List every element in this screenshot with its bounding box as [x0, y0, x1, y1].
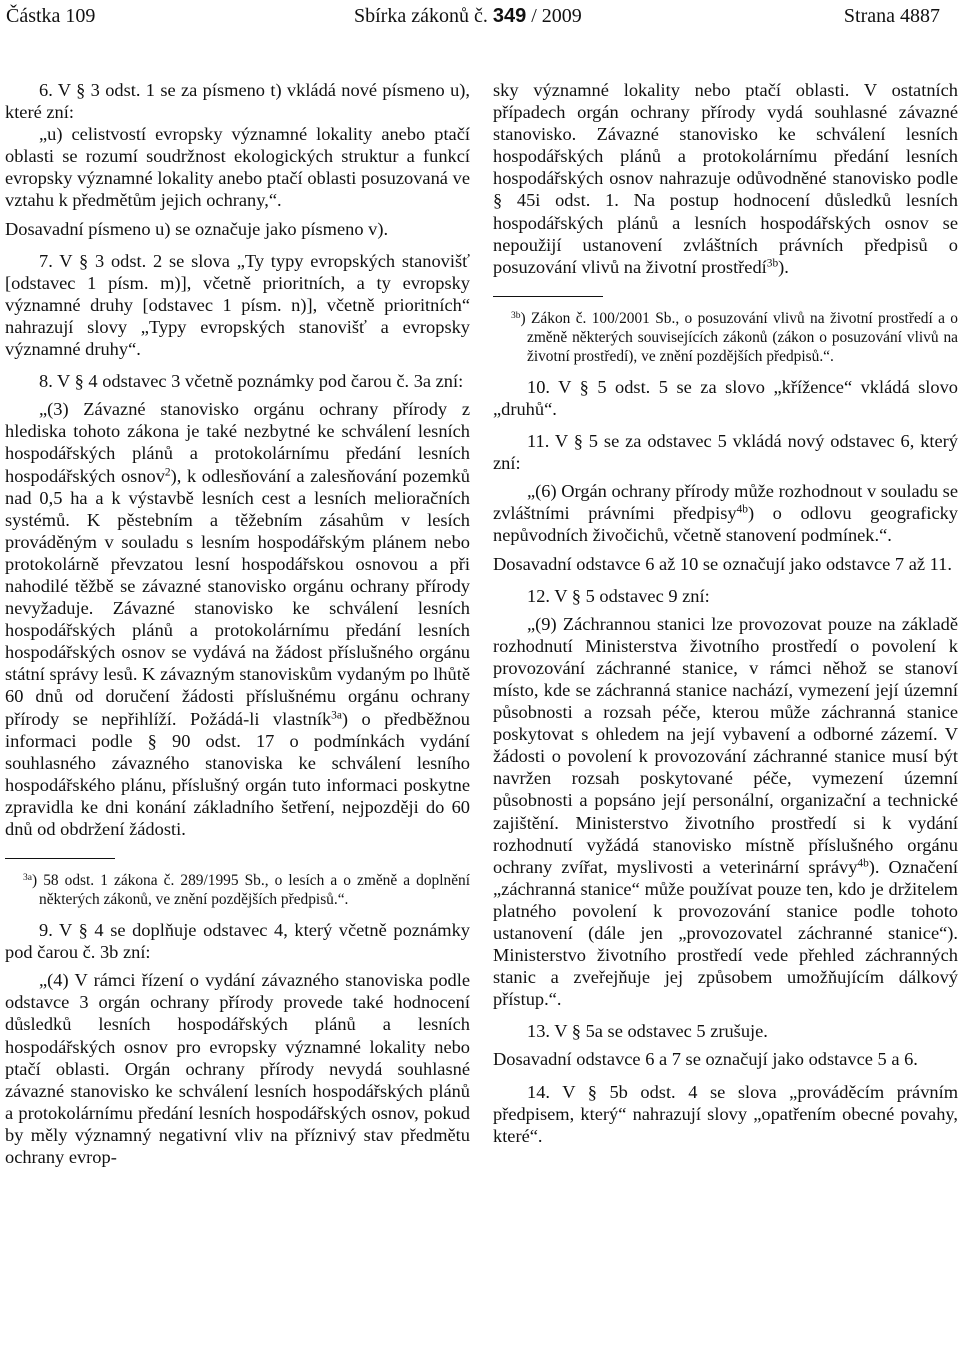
paragraph: 8. V § 4 odstavec 3 včetně poznámky pod čarou č. 3a zní:	[39, 371, 464, 392]
footnote-mark: 3a	[23, 871, 32, 883]
paragraph	[493, 480, 958, 546]
collection-title	[354, 4, 582, 28]
paragraph: 10. V § 5 odst. 5 se za slovo „křížence“ vkládá slovo „druhů“.	[493, 376, 958, 419]
paragraph: 11. V § 5 se za odstavec 5 vkládá nový odstavec 6, který zní:	[493, 431, 958, 474]
footnote-mark: 3b	[511, 309, 521, 321]
paragraph: Dosavadní odstavce 6 až 10 se označují jako odstavce 7 až 11.	[493, 553, 952, 574]
collection-prefix: Sbírka zákonů č.	[354, 5, 488, 27]
footnote-divider	[493, 296, 603, 297]
footnote-ref: 3a	[331, 709, 342, 722]
paragraph-text: „(3) Závazné stanovisko orgánu ochrany přírody z hlediska tohoto zákona je také nezbytné ke schválení lesních hospodářských plánů a protokolárnímu předání lesních hospodářských osnov	[5, 399, 470, 486]
page-number: Strana 4887	[843, 5, 940, 27]
issue-number: Částka 109	[6, 5, 96, 27]
paragraph	[493, 613, 958, 1011]
paragraph-text: ). Označení „záchranná stanice“ může používat pouze ten, kdo je držitelem platného povolení k provozování stanice podle tohoto ustanovení (dále jen „provozovatel záchranné stanice“). Ministerstvo životního prostředí vede přehled záchranných stanic a zveřejňuje jej způsobem umožňujícím dálkový přístup.“.	[493, 856, 958, 1010]
paragraph: 6. V § 3 odst. 1 se za písmeno t) vkládá nové písmeno u), které zní:	[5, 80, 470, 123]
paragraph-text: ).	[778, 256, 789, 277]
footnote-ref: 4b	[736, 504, 748, 517]
paragraph-text: sky významné lokality nebo ptačí oblasti. V ostatních případech orgán ochrany přírody vydá souhlasné závazné stanovisko. Závazné stanovisko ke schválení lesních hospodářských plánů a protokolárnímu předání lesních hospodářských osnov nahrazuje odůvodněné stanovisko podle § 45i odst. 1. Na postup hodnocení důsledků lesních hospodářských plánů a lesních hospodářských osnov se nepoužijí ustanovení zvláštních právních předpisů o posuzování vlivů na životní prostředí	[493, 80, 958, 277]
paragraph	[493, 79, 958, 278]
paragraph: 12. V § 5 odstavec 9 zní:	[527, 585, 710, 606]
footnote	[5, 871, 470, 909]
paragraph: 13. V § 5a se odstavec 5 zrušuje.	[527, 1021, 768, 1042]
paragraph: Dosavadní písmeno u) se označuje jako písmeno v).	[5, 218, 389, 239]
paragraph: 7. V § 3 odst. 2 se slova „Ty typy evropských stanovišť [odstavec 1 písm. m)], včetně prioritních, a ty evropsky významné druhy [odstavec 1 písm. n)], včetně prioritních“ nahrazují slovy „Typy evropských stanovišť a evropsky významné druhy“.	[5, 250, 470, 360]
paragraph-text: ) o předběžnou informaci podle § 90 odst. 17 o podmínkách vydání souhlasného závazného stanoviska ke schválení lesního hospodářského plánu, příslušný orgán tuto informaci poskytne zpravidla ke dni konání základního šetření, nejpozději do 60 dnů od obdržení žádosti.	[5, 708, 470, 839]
paragraph: 14. V § 5b odst. 4 se slova „prováděcím právním předpisem, který“ nahrazují slovy „opatřením obecné povahy, které“.	[493, 1081, 958, 1146]
footnote-text: ) Zákon č. 100/2001 Sb., o posuzování vlivů na životní prostředí a o změně některých souvisejících zákonů (zákon o posuzování vlivů na životní prostředí), ve znění pozdějších předpisů.“.	[520, 309, 958, 365]
page-header	[0, 0, 960, 36]
footnote-ref: 4b	[857, 857, 869, 870]
right-column	[493, 79, 958, 1147]
law-number: 349	[492, 5, 527, 27]
footnote-text: ) 58 odst. 1 zákona č. 289/1995 Sb., o lesích a o změně a doplnění některých zákonů, ve znění pozdějších předpisů.“.	[32, 872, 470, 909]
paragraph: Dosavadní odstavce 6 a 7 se označují jako odstavce 5 a 6.	[493, 1049, 918, 1070]
paragraph: 9. V § 4 se doplňuje odstavec 4, který včetně poznámky pod čarou č. 3b zní:	[5, 920, 470, 963]
footnote-ref: 2	[164, 466, 171, 479]
paragraph	[5, 398, 470, 840]
footnote	[493, 309, 958, 366]
collection-year: / 2009	[531, 5, 582, 27]
footnote-ref: 3b	[766, 257, 779, 270]
paragraph-text: „(6) Orgán ochrany přírody může rozhodnout v souladu se zvláštními právními předpisy	[493, 481, 958, 524]
left-column	[5, 79, 470, 1168]
footnote-divider	[5, 858, 115, 859]
paragraph: „(4) V rámci řízení o vydání závazného stanoviska podle odstavce 3 orgán ochrany přírody provede také hodnocení důsledků lesních hospodářských plánů a lesních hospodářských osnov pro evropsky významné lokality nebo ptačí oblasti. Orgán ochrany přírody nevydá souhlasné závazné stanovisko ke schválení lesních hospodářských plánů a protokolárnímu předání lesních hospodářských osnov, pokud by měly významný negativní vliv na příznivý stav předmětu ochrany evrop-	[5, 970, 470, 1168]
paragraph-text: ), k odlesňování a zalesňování pozemků nad 0,5 ha a k výstavbě lesních cest a lesních melioračních systémů. K pěstebním a těžebním zásahům v lesích prováděným v souladu s lesním hospodářským plánem nebo protokolárně převzatou lesní hospodářskou osnovou a při nahodilé těžbě se závazné stanovisko orgánu ochrany přírody nevyžaduje. Závazné stanovisko ke schválení lesních hospodářských plánů a protokolárnímu předání lesních hospodářských osnov se vydává na žádost příslušného orgánu státní správy lesů. K závazným stanoviskům vydaným po lhůtě 60 dnů od doručení žádosti příslušnému orgánu ochrany přírody se nepřihlíží. Požádá-li vlastník	[5, 465, 470, 729]
paragraph-text: ) o odlovu geograficky nepůvodních živočichů, včetně stanovení podmínek.“.	[493, 503, 958, 546]
paragraph-text: „(9) Záchrannou stanici lze provozovat pouze na základě rozhodnutí Ministerstva životního prostředí o povolení k provozování záchranné stanice, v rámci něhož se stanoví místo, kde se záchranná stanice nachází, vymezení její územní působnosti a rozsah péče, kterou může záchranná stanice poskytovat s ohledem na její vybavení a odborné zázemí. V žádosti o povolení k provozování záchranné stanice musí být navržen rozsah poskytované péče, vymezení územní působnosti a popsáno její personální, organizační a technické zajištění. Ministerstvo životního prostředí si k vydání rozhodnutí vyžádá stanovisko místně příslušného orgánu ochrany zvířat, myslivosti a veterinární správy	[493, 613, 958, 877]
paragraph: „u) celistvostí evropsky významné lokality anebo ptačí oblasti se rozumí soudržnost ekologických struktur a funkcí evropsky významné lokality anebo ptačí oblasti posuzovaná ve vztahu k předmětům jejich ochrany,“.	[5, 124, 470, 211]
